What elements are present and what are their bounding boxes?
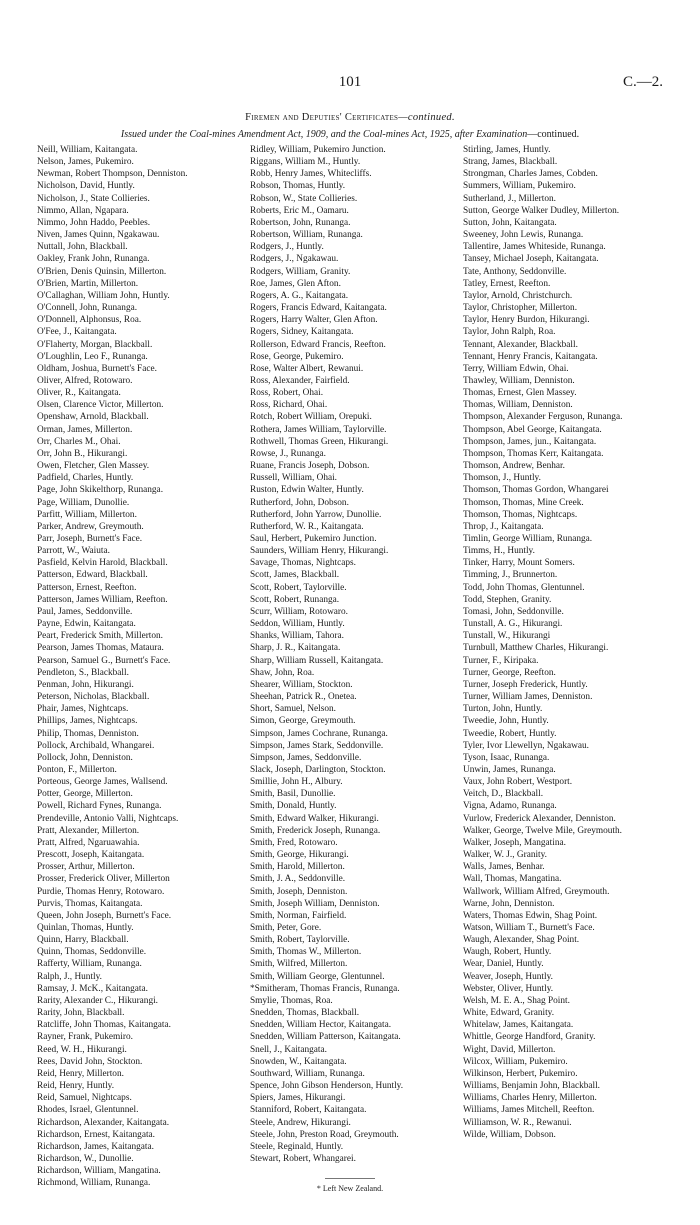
list-item: Seddon, William, Huntly. [250,619,345,630]
list-item: Oliver, R., Kaitangata. [37,388,121,399]
list-item: Rayner, Frank, Pukemiro. [37,1032,133,1043]
list-item: O'Loughlin, Leo F., Runanga. [37,351,148,362]
list-item: Purdie, Thomas Henry, Rotowaro. [37,886,165,897]
list-item: Quinn, Thomas, Seddonville. [37,947,147,958]
list-item: Smith, Norman, Fairfield. [250,910,347,921]
list-item: Thomson, Thomas, Nightcaps. [463,509,578,520]
list-item: Scurr, William, Rotowaro. [250,606,348,617]
list-item: Tate, Anthony, Seddonville. [463,266,567,277]
list-item: Page, William, Dunollie. [37,497,130,508]
list-item: Thomson, J., Huntly. [463,473,541,484]
list-item: Sutton, George Walker Dudley, Millerton. [463,205,620,216]
list-item: Tweedie, John, Huntly. [463,716,549,727]
list-item: Thawley, William, Denniston. [463,375,575,386]
list-item: Todd, Stephen, Granity. [463,594,552,605]
list-item: Robb, Henry James, Whitecliffs. [250,169,372,180]
list-item: Parrott, W., Waiuta. [37,546,110,557]
list-item: Rutherford, W. R., Kaitangata. [250,521,364,532]
list-item: Scott, Robert, Runanga. [250,594,340,605]
list-item: Quinn, Harry, Blackball. [37,935,129,946]
list-item: Robertson, William, Runanga. [250,230,363,241]
list-item: Smith, Edward Walker, Hikurangi. [250,813,379,824]
list-item: Rarity, John, Blackball. [37,1008,125,1019]
list-item: O'Brien, Denis Quinsin, Millerton. [37,266,167,277]
list-item: Smith, Harold, Millerton. [250,862,345,873]
list-item: Russell, William, Ohai. [250,473,337,484]
list-item: Walker, Joseph, Mangatina. [463,837,566,848]
list-item: Niven, James Quinn, Ngakawau. [37,230,160,241]
list-item: Wilcox, William, Pukemiro. [463,1056,568,1067]
list-item: Whittle, George Handford, Granity. [463,1032,596,1043]
list-item: Taylor, Arnold, Christchurch. [463,290,573,301]
list-item: Snedden, Thomas, Blackball. [250,1008,360,1019]
list-item: White, Edward, Granity. [463,1008,555,1019]
list-item: Paul, James, Seddonville. [37,606,133,617]
list-item: Newman, Robert Thompson, Denniston. [37,169,188,180]
list-item: Riggans, William M., Huntly. [250,157,361,168]
list-item: Smith, Robert, Taylorville. [250,935,350,946]
section-subtitle [0,129,700,140]
list-item: Walls, James, Benhar. [463,862,545,873]
list-item: Quinlan, Thomas, Huntly. [37,923,134,933]
list-item: *Smitheram, Thomas Francis, Runanga. [250,983,400,994]
list-item: Nuttall, John, Blackball. [37,242,128,253]
list-item: Prosser, Frederick Oliver, Millerton [37,874,170,885]
list-item: Ross, Alexander, Fairfield. [250,375,350,386]
list-item: Sutton, John, Kaitangata. [463,217,557,228]
list-item: Scott, James, Blackball. [250,570,340,581]
list-item: Rodgers, William, Granity. [250,266,351,277]
list-item: Stirling, James, Huntly. [463,145,551,155]
list-item: Ross, Richard, Ohai. [250,400,328,411]
list-item: Wilde, William, Dobson. [463,1129,556,1140]
list-item: Smylie, Thomas, Roa. [250,995,333,1006]
list-item: Tweedie, Robert, Huntly. [463,728,557,739]
section-subtitle-text: Issued under the Coal-mines Amendment Act, 1909, and the Coal-mines Act, 1925, after Examination [120,129,528,140]
list-item: Timms, H., Huntly. [463,546,535,557]
list-item: Smillie, John H., Albury. [250,777,343,788]
list-item: Timming, J., Brunnerton. [463,570,558,581]
list-item: Slack, Joseph, Darlington, Stockton. [250,764,386,775]
list-item: Rollerson, Edward Francis, Reefton. [250,339,386,350]
section-subtitle-continued: —continued. [527,129,580,140]
list-item: Rogers, Francis Edward, Kaitangata. [250,303,387,314]
list-item: Williamson, W. R., Rewanui. [463,1117,572,1128]
list-item: Webster, Oliver, Huntly. [463,983,554,994]
list-item: Tallentire, James Whiteside, Runanga. [463,242,606,253]
list-item: Turner, George, Reefton. [463,667,556,678]
list-item: Openshaw, Arnold, Blackball. [37,412,149,423]
list-item: Orr, Charles M., Ohai. [37,436,121,447]
list-item: Simon, George, Greymouth. [250,716,356,727]
list-item: Shanks, William, Tahora. [250,631,344,642]
list-item: Waugh, Alexander, Shag Point. [463,935,580,946]
list-item: Unwin, James, Runanga. [463,764,556,775]
list-item: Stanniford, Robert, Kaitangata. [250,1105,367,1116]
list-item: Rodgers, J., Ngakawau. [250,254,339,265]
list-item: Strongman, Charles James, Cobden. [463,169,598,180]
list-item: Rafferty, William, Runanga. [37,959,142,970]
list-item: Nimmo, Allan, Ngapara. [37,205,129,216]
list-item: Taylor, John Ralph, Roa. [463,327,556,338]
list-item: Turnbull, Matthew Charles, Hikurangi. [463,643,609,654]
list-item: Philip, Thomas, Denniston. [37,728,139,739]
list-item: Tyson, Isaac, Runanga. [463,752,550,763]
list-item: Williams, James Mitchell, Reefton. [463,1105,595,1116]
list-item: Potter, George, Millerton. [37,789,133,800]
list-item: Pollock, John, Denniston. [37,752,133,763]
list-item: Parker, Andrew, Greymouth. [37,521,144,532]
list-item: Tyler, Ivor Llewellyn, Ngakawau. [463,740,589,751]
list-item: Ridley, William, Pukemiro Junction. [250,145,386,155]
list-item: O'Brien, Martin, Millerton. [37,278,139,289]
list-item: Smith, Wilfred, Millerton. [250,959,348,970]
list-item: Rogers, Harry Walter, Glen Afton. [250,315,378,326]
section-title-continued: —continued. [398,112,455,123]
list-item: Page, John Skikelthorp, Runanga. [37,485,164,496]
list-item: Terry, William Edwin, Ohai. [463,363,569,374]
list-item: Veitch, D., Blackball. [463,789,544,800]
list-item: Richardson, Ernest, Kaitangata. [37,1129,155,1140]
list-item: Smith, Basil, Dunollie. [250,789,336,800]
list-item: Oliver, Alfred, Rotowaro. [37,375,133,386]
list-item: Pasfield, Kelvin Harold, Blackball. [37,558,168,569]
list-item: Southward, William, Runanga. [250,1068,365,1079]
list-item: Waugh, Robert, Huntly. [463,947,552,958]
list-item: Rutherford, John, Dobson. [250,497,349,508]
list-item: Thompson, James, jun., Kaitangata. [463,436,597,447]
list-item: O'Donnell, Alphonsus, Roa. [37,315,142,326]
footnote: * Left New Zealand. [316,1184,384,1193]
footnote-rule [325,1178,375,1179]
list-item: Steele, John, Preston Road, Greymouth. [250,1129,399,1140]
list-item: Robson, W., State Collieries. [250,193,358,204]
list-item: Smith, George, Hikurangi. [250,850,349,861]
list-item: Orr, John B., Hikurangi. [37,448,128,459]
page-number: 101 [338,74,362,90]
list-item: Saul, Herbert, Pukemiro Junction. [250,534,377,544]
list-item: Whitelaw, James, Kaitangata. [463,1020,574,1031]
list-item: Pratt, Alexander, Millerton. [37,825,140,836]
list-item: Nicholson, J., State Collieries. [37,193,150,204]
list-item: Rothwell, Thomas Green, Hikurangi. [250,436,389,447]
list-item: Smith, J. A., Seddonville. [250,874,346,885]
list-item: Shaw, John, Roa. [250,667,315,678]
list-item: Ramsay, J. McK., Kaitangata. [37,983,148,994]
list-item: Waters, Thomas Edwin, Shag Point. [463,910,598,921]
list-item: Penman, John, Hikurangi. [37,679,134,690]
list-item: Vigna, Adamo, Runanga. [463,801,557,812]
list-item: Pratt, Alfred, Ngaruawahia. [37,837,140,848]
list-item: Rodgers, J., Huntly. [250,242,324,253]
list-item: Tennant, Henry Francis, Kaitangata. [463,351,598,362]
list-item: Throp, J., Kaitangata. [463,521,544,532]
list-item: Owen, Fletcher, Glen Massey. [37,461,150,472]
list-item: Ruston, Edwin Walter, Huntly. [250,485,364,496]
list-item: Strang, James, Blackball. [463,157,558,168]
list-item: Simpson, James Cochrane, Runanga. [250,728,388,739]
list-item: Nimmo, John Haddo, Peebles. [37,217,151,228]
list-item: Richmond, William, Runanga. [37,1178,151,1189]
list-item: Reid, Henry, Huntly. [37,1081,115,1092]
list-item: Wallwork, William Alfred, Greymouth. [463,886,610,897]
list-item: Thomson, Thomas, Mine Creek. [463,497,584,508]
list-item: Sheehan, Patrick R., Onetea. [250,692,357,703]
list-item: Phillips, James, Nightcaps. [37,716,138,727]
list-item: Nicholson, David, Huntly. [37,181,135,192]
list-item: Short, Samuel, Nelson. [250,704,336,715]
list-item: Todd, John Thomas, Glentunnel. [463,582,585,593]
list-item: Smith, Thomas W., Millerton. [250,947,362,958]
list-item: Smith, Joseph William, Denniston. [250,898,380,909]
list-item: Smith, Donald, Huntly. [250,801,337,812]
list-item: Thomson, Thomas Gordon, Whangarei [463,485,609,496]
list-item: Reid, Henry, Millerton. [37,1068,124,1079]
list-item: Rose, Walter Albert, Rewanui. [250,363,364,374]
list-item: Vaux, John Robert, Westport. [463,777,573,788]
list-item: Timlin, George William, Runanga. [463,534,593,544]
list-item: Robertson, John, Runanga. [250,217,351,228]
list-item: Sharp, William Russell, Kaitangata. [250,655,384,666]
list-item: Turton, John, Huntly. [463,704,543,715]
list-item: Wight, David, Millerton. [463,1044,556,1055]
list-item: O'Callaghan, William John, Huntly. [37,290,170,301]
list-item: Saunders, William Henry, Hikurangi. [250,546,389,557]
list-item: Orman, James, Millerton. [37,424,133,435]
list-item: Rothera, James William, Taylorville. [250,424,387,435]
list-item: Roberts, Eric M., Oamaru. [250,205,349,216]
list-item: Smith, Fred, Rotowaro. [250,837,338,848]
list-item: Oakley, Frank John, Runanga. [37,254,150,265]
list-item: Spiers, James, Hikurangi. [250,1093,346,1104]
list-item: Turner, William James, Denniston. [463,692,593,703]
list-item: Tinker, Harry, Mount Somers. [463,558,575,569]
list-item: Ponton, F., Millerton. [37,764,117,775]
list-item: Richardson, William, Mangatina. [37,1166,161,1177]
list-item: Parfitt, William, Millerton. [37,509,137,520]
list-item: Smith, Joseph, Denniston. [250,886,348,897]
list-item: Rees, David John, Stockton. [37,1056,143,1067]
list-item: Tunstall, A. G., Hikurangi. [463,619,563,630]
list-item: Prescott, Joseph, Kaitangata. [37,850,145,861]
list-item: Olsen, Clarence Victor, Millerton. [37,400,164,411]
list-item: Rutherford, John Yarrow, Dunollie. [250,509,382,520]
list-item: Peart, Frederick Smith, Millerton. [37,631,164,642]
list-item: Richardson, James, Kaitangata. [37,1141,154,1152]
column-2 [250,144,454,1174]
list-item: Smith, Peter, Gore. [250,923,322,933]
list-item: Rhodes, Israel, Glentunnel. [37,1105,139,1116]
list-item: Simpson, James, Seddonville. [250,752,362,763]
list-item: Tomasi, John, Seddonville. [463,606,564,617]
list-item: Reid, Samuel, Nightcaps. [37,1093,132,1104]
list-item: Ralph, J., Huntly. [37,971,102,982]
list-item: Steele, Reginald, Huntly. [250,1141,344,1152]
list-item: Tatley, Ernest, Reefton. [463,278,551,289]
section-title [0,112,700,123]
list-item: Patterson, Edward, Blackball. [37,570,148,581]
list-item: Simpson, James Stark, Seddonville. [250,740,384,751]
list-item: Pearson, James Thomas, Mataura. [37,643,164,654]
list-item: Powell, Richard Fynes, Runanga. [37,801,162,812]
list-item: Wear, Daniel, Huntly. [463,959,544,970]
list-item: Rowse, J., Runanga. [250,448,326,459]
list-item: Walker, W. J., Granity. [463,850,547,861]
list-item: Parr, Joseph, Burnett's Face. [37,534,143,544]
list-item: Prosser, Arthur, Millerton. [37,862,135,873]
list-item: Thomas, William, Denniston. [463,400,573,411]
list-item: Williams, Charles Henry, Millerton. [463,1093,597,1104]
list-item: Rogers, A. G., Kaitangata. [250,290,349,301]
list-item: Thompson, Alexander Ferguson, Runanga. [463,412,623,423]
list-item: Reed, W. H., Hikurangi. [37,1044,127,1055]
list-item: Sutherland, J., Millerton. [463,193,556,204]
list-item: Thompson, Abel George, Kaitangata. [463,424,602,435]
list-item: Welsh, M. E. A., Shag Point. [463,995,570,1006]
list-item: Robson, Thomas, Huntly. [250,181,346,192]
list-item: Ross, Robert, Ohai. [250,388,324,399]
list-item: Rotch, Robert William, Orepuki. [250,412,372,423]
section-title-text: Firemen and Deputies' Certificates [245,112,399,123]
list-item: Snedden, William Patterson, Kaitangata. [250,1032,401,1043]
list-item: Prendeville, Antonio Valli, Nightcaps. [37,813,179,824]
list-item: Richardson, W., Dunollie. [37,1153,134,1164]
list-item: Sharp, J. R., Kaitangata. [250,643,341,654]
list-item: Tunstall, W., Hikurangi [463,631,551,642]
list-item: Shearer, William, Stockton. [250,679,353,690]
list-item: Queen, John Joseph, Burnett's Face. [37,910,172,921]
list-item: Smith, William George, Glentunnel. [250,971,385,982]
list-item: Pendleton, S., Blackball. [37,667,129,678]
list-item: Ratcliffe, John Thomas, Kaitangata. [37,1020,171,1031]
list-item: Purvis, Thomas, Kaitangata. [37,898,143,909]
list-item: Porteous, George James, Wallsend. [37,777,168,788]
list-item: Wilkinson, Herbert, Pukemiro. [463,1068,578,1079]
list-item: Thomson, Andrew, Benhar. [463,461,565,472]
list-item: Spence, John Gibson Henderson, Huntly. [250,1081,404,1092]
list-item: Steele, Andrew, Hikurangi. [250,1117,351,1128]
list-item: Neill, William, Kaitangata. [37,145,138,155]
list-item: Nelson, James, Pukemiro. [37,157,134,168]
list-item: Savage, Thomas, Nightcaps. [250,558,356,569]
list-item: Rose, George, Pukemiro. [250,351,344,362]
document-code: C.—2. [622,74,663,90]
list-item: Vurlow, Frederick Alexander, Denniston. [463,813,616,824]
list-item: Wall, Thomas, Mangatina. [463,874,562,885]
list-item: Taylor, Christopher, Millerton. [463,303,578,314]
list-item: Tennant, Alexander, Blackball. [463,339,578,350]
list-item: Warne, John, Denniston. [463,898,555,909]
list-item: Pearson, Samuel G., Burnett's Face. [37,655,171,666]
list-item: Snedden, William Hector, Kaitangata. [250,1020,392,1031]
list-item: Pollock, Archibald, Whangarei. [37,740,155,751]
list-item: Turner, F., Kiripaka. [463,655,539,666]
list-item: Patterson, Ernest, Reefton. [37,582,137,593]
list-item: Patterson, James William, Reefton. [37,594,168,605]
list-item: Smith, Frederick Joseph, Runanga. [250,825,381,836]
list-item: Thompson, Thomas Kerr, Kaitangata. [463,448,604,459]
list-item: Stewart, Robert, Whangarei. [250,1153,356,1164]
list-item: Thomas, Ernest, Glen Massey. [463,388,577,399]
list-item: Snell, J., Kaitangata. [250,1044,327,1055]
list-item: O'Flaherty, Morgan, Blackball. [37,339,153,350]
list-item: Oldham, Joshua, Burnett's Face. [37,363,157,374]
list-item: O'Connell, John, Runanga. [37,303,138,314]
list-item: Sweeney, John Lewis, Runanga. [463,230,584,241]
list-item: Peterson, Nicholas, Blackball. [37,692,150,703]
list-item: Ruane, Francis Joseph, Dobson. [250,461,370,472]
list-item: Payne, Edwin, Kaitangata. [37,619,136,630]
list-item: Summers, William, Pukemiro. [463,181,576,192]
list-item: Phair, James, Nightcaps. [37,704,129,715]
column-1 [37,144,241,1189]
list-item: Scott, Robert, Taylorville. [250,582,347,593]
column-3 [463,144,667,1174]
list-item: Rogers, Sidney, Kaitangata. [250,327,354,338]
list-item: Weaver, Joseph, Huntly. [463,971,553,982]
list-item: Williams, Benjamin John, Blackball. [463,1081,600,1092]
list-item: Padfield, Charles, Huntly. [37,473,134,484]
list-item: Turner, Joseph Frederick, Huntly. [463,679,588,690]
list-item: Watson, William T., Burnett's Face. [463,923,595,933]
list-item: Richardson, Alexander, Kaitangata. [37,1117,170,1128]
list-item: Snowden, W., Kaitangata. [250,1056,347,1067]
list-item: O'Fee, J., Kaitangata. [37,327,117,338]
list-item: Roe, James, Glen Afton. [250,278,341,289]
list-item: Rarity, Alexander C., Hikurangi. [37,995,159,1006]
list-item: Tansey, Michael Joseph, Kaitangata. [463,254,599,265]
list-item: Taylor, Henry Burdon, Hikurangi. [463,315,590,326]
list-item: Walker, George, Twelve Mile, Greymouth. [463,825,622,836]
